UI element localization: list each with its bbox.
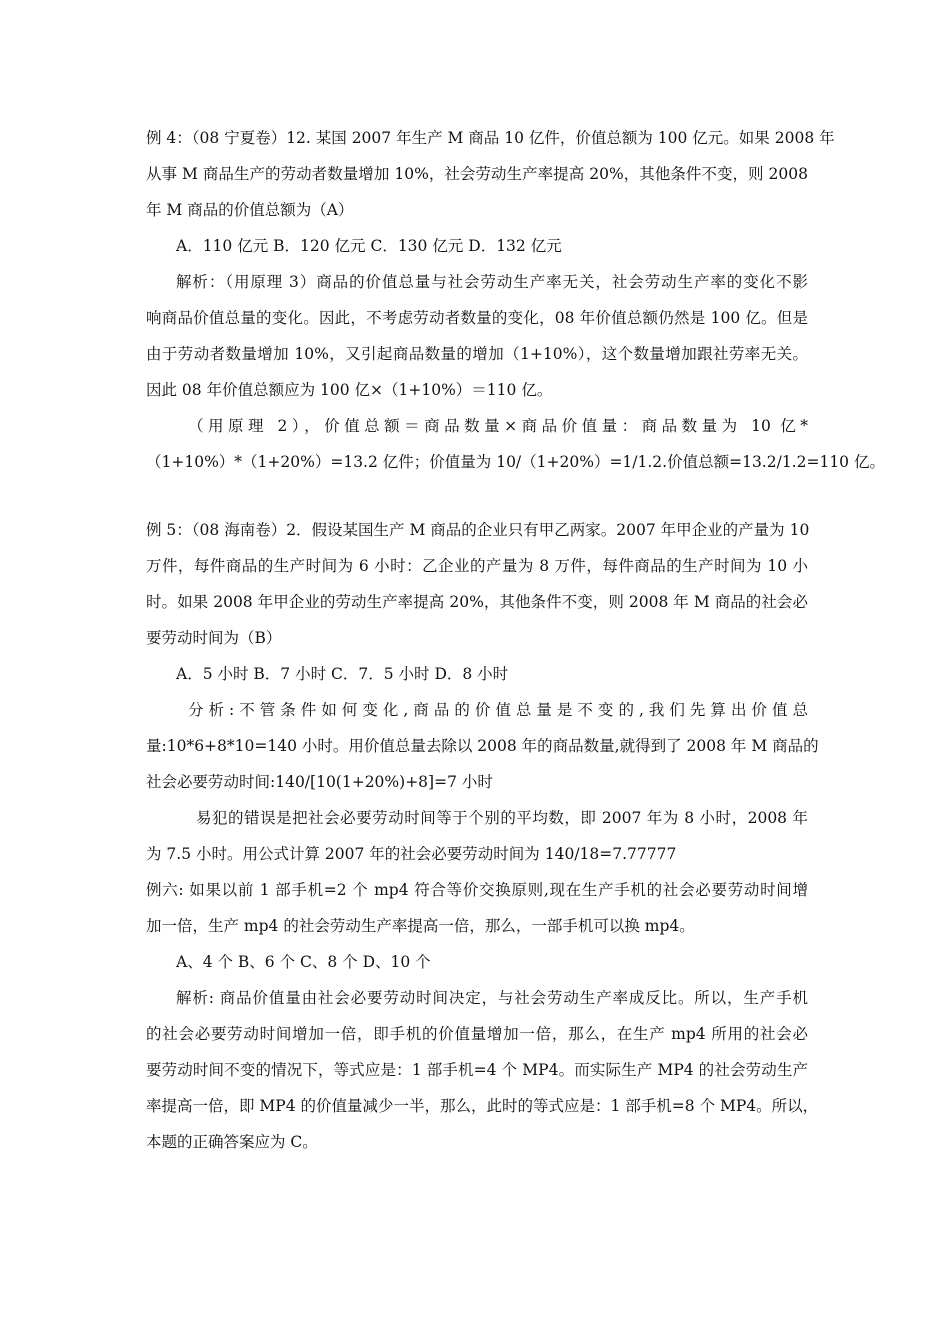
example-4-method2-line-1: （用原理 2），价值总额＝商品数量×商品价值量：商品数量为 10 亿*	[188, 417, 808, 435]
example-6-analysis-line-4: 率提高一倍，即 MP4 的价值量减少一半，那么，此时的等式应是：1 部手机=8 个 MP4。所以，	[146, 1097, 819, 1115]
example-5-question-line-4: 要劳动时间为（B）	[146, 629, 282, 647]
example-6-options: A、4 个 B、6 个 C、8 个 D、10 个	[176, 953, 431, 971]
example-4-question-line-3: 年 M 商品的价值总额为（A）	[146, 201, 354, 219]
example-4-question-line-1: 例 4：（08 宁夏卷）12. 某国 2007 年生产 M 商品 10 亿件，价值总额为 100 亿元。如果 2008 年	[146, 129, 835, 147]
example-4-options: A．110 亿元 B．120 亿元 C．130 亿元 D．132 亿元	[176, 237, 562, 255]
example-5-error-line-2: 为 7.5 小时。用公式计算 2007 年的社会必要劳动时间为 140/18=7.77777	[146, 845, 677, 863]
example-5-analysis-line-3: 社会必要劳动时间:140/[10(1+20%)+8]=7 小时	[146, 773, 493, 791]
example-4-analysis-line-1: 解析：（用原理 3）商品的价值总量与社会劳动生产率无关，社会劳动生产率的变化不影	[176, 273, 808, 291]
example-6-analysis-line-2: 的社会必要劳动时间增加一倍，即手机的价值量增加一倍，那么，在生产 mp4 所用的社会必	[146, 1025, 808, 1043]
example-5-options: A．5 小时 B．7 小时 C．7．5 小时 D．8 小时	[176, 665, 509, 683]
example-4-analysis-line-2: 响商品价值总量的变化。因此，不考虑劳动者数量的变化，08 年价值总额仍然是 100 亿。但是	[146, 309, 808, 327]
example-5-analysis-line-1: 分析:不管条件如何变化,商品的价值总量是不变的,我们先算出价值总	[188, 701, 808, 719]
example-6-question-line-1: 例六: 如果以前 1 部手机=2 个 mp4 符合等价交换原则,现在生产手机的社会必要劳动时间增	[146, 881, 808, 899]
example-5-question-line-1: 例 5：（08 海南卷）2．假设某国生产 M 商品的企业只有甲乙两家。2007 年甲企业的产量为 10	[146, 521, 810, 539]
example-6-analysis-line-3: 要劳动时间不变的情况下，等式应是：1 部手机=4 个 MP4。而实际生产 MP4 的社会劳动生产	[146, 1061, 808, 1079]
example-5-error-line-1: 易犯的错误是把社会必要劳动时间等于个别的平均数，即 2007 年为 8 小时，2008 年	[196, 809, 808, 827]
example-6-analysis-line-5: 本题的正确答案应为 C。	[146, 1133, 318, 1151]
example-5-question-line-3: 时。如果 2008 年甲企业的劳动生产率提高 20%，其他条件不变，则 2008 年 M 商品的社会必	[146, 593, 808, 611]
example-4-question-line-2: 从事 M 商品生产的劳动者数量增加 10%，社会劳动生产率提高 20%，其他条件不变，则 2008	[146, 165, 808, 183]
example-4-analysis-line-3: 由于劳动者数量增加 10%，又引起商品数量的增加（1+10%），这个数量增加跟社劳率无关。	[146, 345, 808, 363]
example-4-method2-line-2: （1+10%）*（1+20%）=13.2 亿件；价值量为 10/（1+20%）=1/1.2.价值总额=13.2/1.2=110 亿。	[146, 453, 885, 471]
example-6-analysis-line-1: 解析: 商品价值量由社会必要劳动时间决定，与社会劳动生产率成反比。所以，生产手机	[176, 989, 808, 1007]
example-6-question-line-2: 加一倍，生产 mp4 的社会劳动生产率提高一倍，那么，一部手机可以换 mp4。	[146, 917, 695, 935]
example-4-analysis-line-4: 因此 08 年价值总额应为 100 亿×（1+10%）＝110 亿。	[146, 381, 553, 399]
example-5-analysis-line-2: 量:10*6+8*10=140 小时。用价值总量去除以 2008 年的商品数量,就得到了 2008 年 M 商品的	[146, 737, 819, 755]
example-5-question-line-2: 万件，每件商品的生产时间为 6 小时：乙企业的产量为 8 万件，每件商品的生产时间为 10 小	[146, 557, 808, 575]
